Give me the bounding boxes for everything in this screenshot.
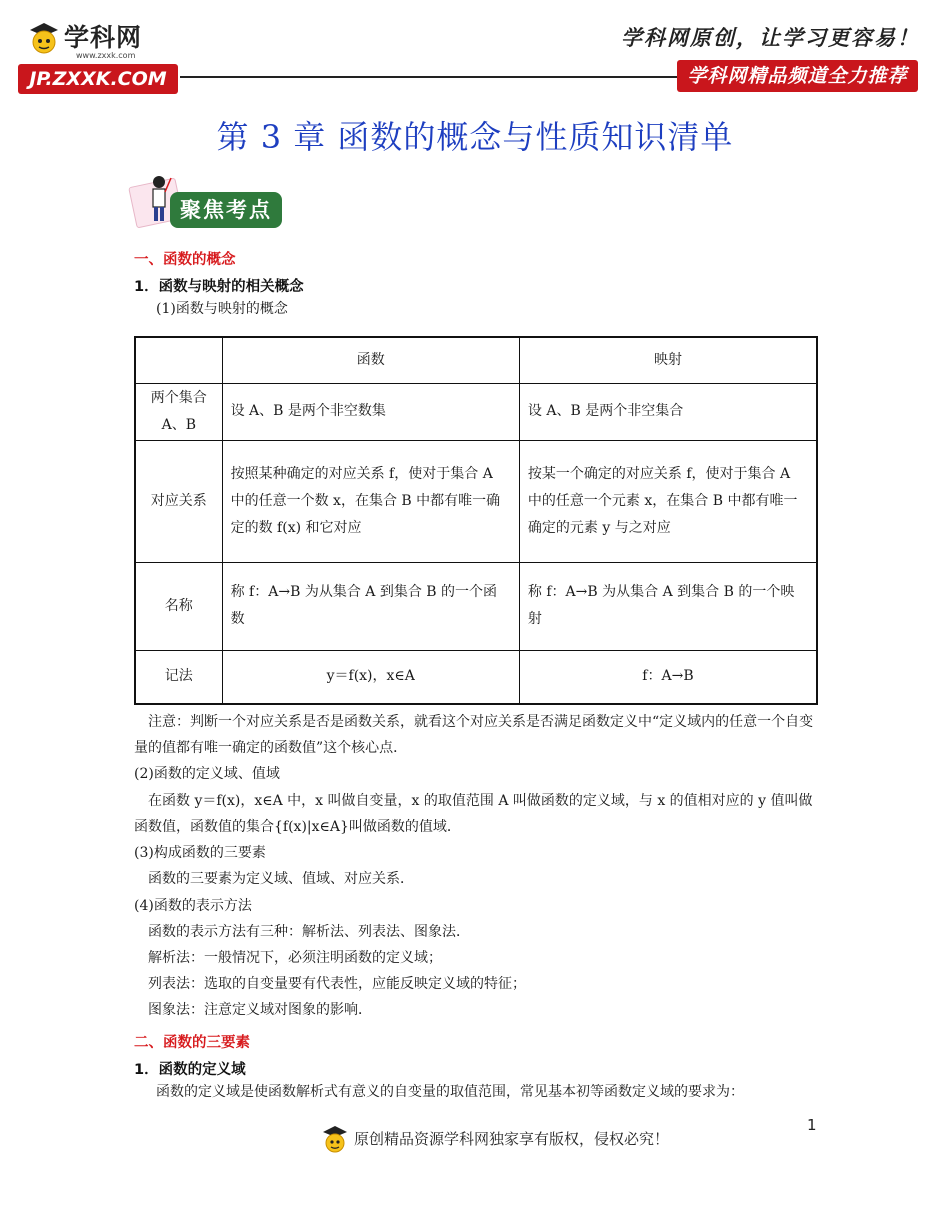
- table-cell: 设 A、B 是两个非空数集: [222, 383, 519, 440]
- logo-small-url: www.zxxk.com: [76, 51, 136, 60]
- table-cell: 名称: [135, 562, 222, 650]
- item-4-line-1: 解析法：一般情况下，必须注明函数的定义域；: [148, 950, 442, 966]
- table-cell: 按某一个确定的对应关系 f，使对于集合 A 中的任意一个元素 x，在集合 B 中都有唯一确定的元素 y 与之对应: [519, 440, 817, 562]
- table-cell: f：A→B: [519, 650, 817, 704]
- logo-name: 学科网: [64, 23, 143, 52]
- focus-badge: [130, 170, 290, 230]
- table-cell: 设 A、B 是两个非空集合: [519, 383, 817, 440]
- section-2-text: 函数的定义域是使函数解析式有意义的自变量的取值范围，常见基本初等函数定义域的要求为：: [156, 1084, 744, 1100]
- header-slogan: 学科网原创，让学习更容易！: [621, 25, 920, 50]
- subheading-1-1: 1．函数与映射的相关概念: [134, 279, 304, 295]
- table-cell: 称 f：A→B 为从集合 A 到集合 B 的一个函数: [222, 562, 519, 650]
- mascot-icon: [26, 20, 62, 56]
- item-2: (2)函数的定义域、值域: [134, 766, 280, 782]
- item-2-text: 在函数 y＝f(x)，x∈A 中，x 叫做自变量，x 的取值范围 A 叫做函数的定义域，与 x 的值相对应的 y 值叫做函数值，函数值的集合{f(x)|x∈A}叫做函数的值域．: [134, 793, 813, 835]
- table-cell: y＝f(x)，x∈A: [222, 650, 519, 704]
- item-3-text: 函数的三要素为定义域、值域、对应关系．: [148, 871, 414, 887]
- table-header-cell: [135, 337, 222, 383]
- item-4: (4)函数的表示方法: [134, 898, 252, 914]
- table-header-row: [135, 337, 817, 383]
- site-logo[interactable]: [18, 16, 180, 98]
- item-3: (3)构成函数的三要素: [134, 845, 266, 861]
- table-row: [135, 562, 817, 650]
- item-4-line-2: 列表法：选取的自变量要有代表性，应能反映定义域的特征；: [148, 976, 526, 992]
- table-row: [135, 440, 817, 562]
- logo-url[interactable]: JP.ZXXK.COM: [18, 64, 178, 94]
- section-heading-2: 二、函数的三要素: [134, 1035, 250, 1051]
- section-heading-1: 一、函数的概念: [134, 252, 236, 268]
- table-cell: 两个集合 A、B: [135, 383, 222, 440]
- item-4-line-3: 图象法：注意定义域对图象的影响．: [148, 1002, 372, 1018]
- subheading-2-1: 1．函数的定义域: [134, 1062, 246, 1078]
- table-header-cell: 函数: [222, 337, 519, 383]
- table-row: [135, 650, 817, 704]
- page-number: 1: [807, 1116, 817, 1134]
- item-4-text: 函数的表示方法有三种：解析法、列表法、图象法．: [148, 924, 470, 940]
- mascot-icon: [320, 1124, 350, 1154]
- table-cell: 记法: [135, 650, 222, 704]
- function-mapping-table: [134, 336, 818, 705]
- copyright-note: 原创精品资源学科网独家享有版权，侵权必究！: [354, 1130, 670, 1148]
- focus-label: 聚焦考点: [170, 192, 282, 228]
- table-cell: 按照某种确定的对应关系 f，使对于集合 A 中的任意一个数 x，在集合 B 中都有唯一确定的数 f(x) 和它对应: [222, 440, 519, 562]
- note-paragraph: 注意：判断一个对应关系是否是函数关系，就看这个对应关系是否满足函数定义中“定义域内的任意一个自变量的值都有唯一确定的函数值”这个核心点．: [134, 714, 814, 756]
- table-cell: 对应关系: [135, 440, 222, 562]
- header-badge: 学科网精品频道全力推荐: [677, 60, 918, 92]
- table-cell: 称 f：A→B 为从集合 A 到集合 B 的一个映射: [519, 562, 817, 650]
- table-header-cell: 映射: [519, 337, 817, 383]
- item-1: (1)函数与映射的概念: [156, 301, 288, 317]
- table-row: [135, 383, 817, 440]
- page-title: 第 3 章 函数的概念与性质知识清单: [216, 118, 734, 156]
- student-icon: [146, 174, 172, 224]
